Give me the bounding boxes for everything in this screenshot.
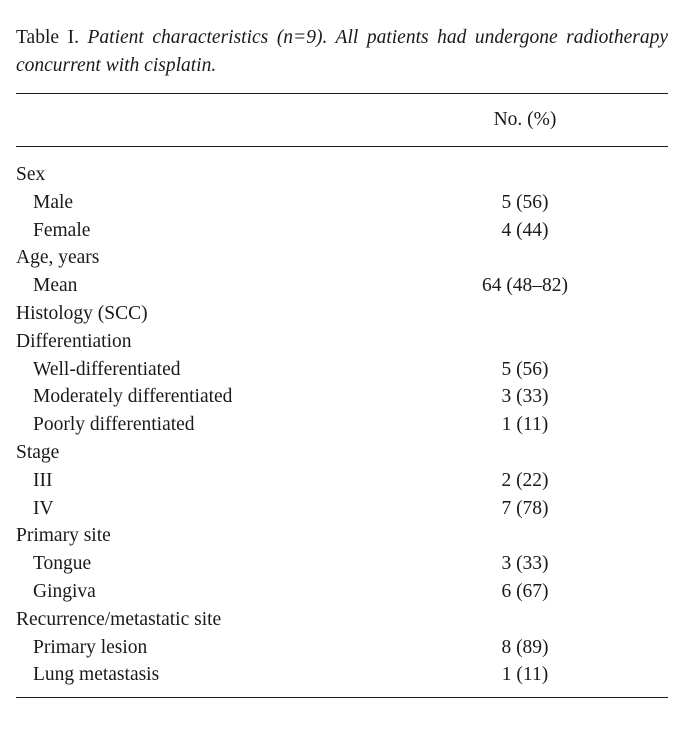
- row-value: 5 (56): [501, 191, 549, 213]
- table-row: [16, 634, 668, 662]
- row-label: Stage: [16, 441, 60, 463]
- table-section-row: [16, 606, 668, 634]
- table-row: [16, 217, 668, 245]
- column-header-no-percent: No. (%): [493, 109, 557, 130]
- row-value: 2 (22): [501, 469, 549, 491]
- table-row: [16, 495, 668, 523]
- table-row: [16, 661, 668, 689]
- row-label: Lung metastasis: [33, 664, 160, 686]
- row-label: Female: [33, 219, 91, 241]
- table-row: [16, 189, 668, 217]
- table-top-rule: [16, 93, 668, 94]
- table-body: [16, 161, 668, 689]
- table-section-row: [16, 439, 668, 467]
- table-bottom-rule: [16, 697, 668, 698]
- row-label: III: [33, 469, 53, 491]
- table-row: [16, 356, 668, 384]
- row-label: Tongue: [33, 553, 92, 575]
- row-label: Primary site: [16, 525, 111, 547]
- row-label: Poorly differentiated: [33, 414, 195, 436]
- row-label: IV: [33, 497, 54, 519]
- row-label: Sex: [16, 164, 46, 185]
- table-section-row: [16, 328, 668, 356]
- row-label: Differentiation: [16, 330, 132, 352]
- row-label: Recurrence/metastatic site: [16, 608, 222, 630]
- row-value: 8 (89): [501, 636, 549, 658]
- table-section-row: [16, 244, 668, 272]
- table-row: [16, 411, 668, 439]
- table-caption-label: Table I.: [16, 27, 88, 48]
- row-value: 4 (44): [501, 219, 549, 241]
- row-value: 1 (11): [501, 664, 549, 686]
- table-section-row: [16, 161, 668, 189]
- table-row: [16, 550, 668, 578]
- table-row: [16, 383, 668, 411]
- row-label: Histology (SCC): [16, 302, 148, 324]
- row-label: Age, years: [16, 247, 100, 269]
- table-row: [16, 467, 668, 495]
- row-label: Well-differentiated: [33, 358, 181, 380]
- table-row: [16, 578, 668, 606]
- table-section-row: [16, 522, 668, 550]
- table-caption-text: Patient characteristics (n=9). All patients had undergone radiotherapy concurrent with cisplatin.: [16, 27, 668, 76]
- row-value: 5 (56): [501, 358, 549, 380]
- table-header-rule: [16, 146, 668, 147]
- row-label: Gingiva: [33, 580, 96, 602]
- table-caption: [16, 24, 668, 80]
- row-value: 64 (48–82): [481, 275, 569, 297]
- row-value: 6 (67): [501, 580, 549, 602]
- row-label: Primary lesion: [33, 636, 148, 658]
- table-section-row: [16, 300, 668, 328]
- row-value: 1 (11): [501, 414, 549, 436]
- row-value: 3 (33): [501, 553, 549, 575]
- table-row: [16, 272, 668, 300]
- row-value: 3 (33): [501, 386, 549, 408]
- row-label: Male: [33, 191, 74, 213]
- row-label: Moderately differentiated: [33, 386, 233, 408]
- row-label: Mean: [33, 275, 78, 297]
- row-value: 7 (78): [501, 497, 549, 519]
